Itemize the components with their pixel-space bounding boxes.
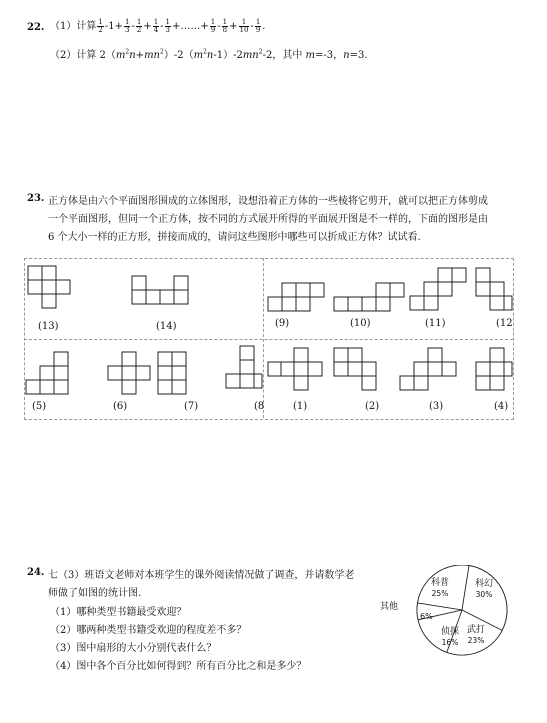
- pie-label-value: 23%: [467, 636, 485, 645]
- net-label-4: (4): [494, 401, 509, 412]
- q23-line3: 6 个大小一样的正方形，拼接而成的，请问这些图形中哪些可以折成正方体？试试看.: [48, 232, 421, 243]
- net-label-1: (1): [293, 401, 308, 412]
- net-10: [334, 283, 404, 311]
- pie-label-name: 科幻: [474, 579, 494, 589]
- net-7: [158, 352, 186, 394]
- reading-pie-chart: [370, 565, 520, 665]
- pie-label-name: 侦探: [440, 627, 460, 637]
- net-4: [476, 348, 512, 390]
- pie-label-name: 科普: [430, 578, 450, 588]
- q24-item-3: （3）图中扇形的大小分别代表什么？: [50, 643, 217, 654]
- net-1: [268, 348, 322, 390]
- net-14: [132, 276, 188, 304]
- net-label-14: (14): [156, 321, 177, 332]
- net-label-9: (9): [275, 318, 290, 329]
- pie-label-name: 武打: [466, 625, 486, 635]
- net-label-6: (6): [113, 401, 128, 412]
- pie-label-value: 6%: [420, 612, 433, 621]
- fraction: $\frac{1}{9}$: [255, 18, 261, 34]
- q24-item-2: （2）哪两种类型书籍受欢迎的程度差不多？: [50, 625, 247, 636]
- q22-part2: （2）计算 $2(m^2n+mn^2)-2(m^2n-1)-2mn^2-2$，其中 m=-3，n=3.: [50, 48, 368, 61]
- net-label-12: (12: [496, 318, 513, 329]
- pie-label-value: 16%: [441, 638, 459, 647]
- fraction: $\frac{1}{10}$: [239, 18, 249, 34]
- net-label-11: (11): [425, 318, 446, 329]
- q22-part1-label: （1）计算: [50, 21, 97, 32]
- q24-line2: 师做了如图的统计图.: [48, 588, 142, 599]
- q23-line2: 一个平面图形，但同一个正方体，按不同的方式展开所得的平面展开图是不一样的，下面的图形是由: [48, 214, 488, 225]
- net-label-3: (3): [429, 401, 444, 412]
- net-label-7: (7): [184, 401, 199, 412]
- net-6: [108, 352, 150, 394]
- q23-line1: 正方体是由六个平面图形围成的立体图形，设想沿着正方体的一些棱将它剪开，就可以把正方体剪成: [48, 196, 488, 207]
- q24-line1: 七（3）班语文老师对本班学生的课外阅读情况做了调查，并请数学老: [48, 570, 355, 581]
- net-label-2: (2): [365, 401, 380, 412]
- net-13: [28, 266, 70, 308]
- pie-label-value: 25%: [431, 589, 449, 598]
- fraction: $\frac{1}{2}$: [136, 18, 142, 34]
- net-label-10: (10): [350, 318, 371, 329]
- net-label-5: (5): [32, 401, 47, 412]
- fraction: $\frac{1}{3}$: [165, 18, 171, 34]
- fraction: $\frac{1}{8}$: [222, 18, 228, 34]
- q24-item-1: （1）哪种类型书籍最受欢迎？: [50, 607, 187, 618]
- fraction: $\frac{1}{9}$: [210, 18, 216, 34]
- q23-number: 23.: [27, 193, 45, 204]
- net-2: [334, 348, 376, 390]
- pie-label-value: 30%: [475, 590, 493, 599]
- q24-number: 24.: [27, 567, 45, 578]
- net-3: [400, 348, 456, 390]
- net-5: [26, 352, 68, 394]
- pie-label-name: 其他: [380, 602, 399, 612]
- fraction: $\frac{1}{3}$: [124, 18, 130, 34]
- net-9: [268, 283, 324, 311]
- net-label-8: (8: [254, 401, 265, 412]
- net-8: [226, 346, 262, 388]
- fraction: $\frac{1}{2}$: [98, 18, 103, 34]
- net-label-13: (13): [38, 321, 59, 332]
- q24-item-4: （4）图中各个百分比如何得到？所有百分比之和是多少？: [50, 661, 307, 672]
- fraction: $\frac{1}{4}$: [153, 18, 159, 34]
- net-12: [476, 268, 512, 310]
- q22-number: 22.: [27, 22, 45, 33]
- q22-part1: （1）计算 $\frac{1}{2}$ -1+ $\frac{1}{3}$ - $\frac{1}{2}$ + $\frac{1}{4}$ - $\frac{1}{3}$ +……+ $\frac{1}{9}$ - $\frac{1}{8}$ + $\frac{1}{10}$ - $\frac{1}{9}$ .: [50, 18, 266, 34]
- net-11: [410, 268, 466, 310]
